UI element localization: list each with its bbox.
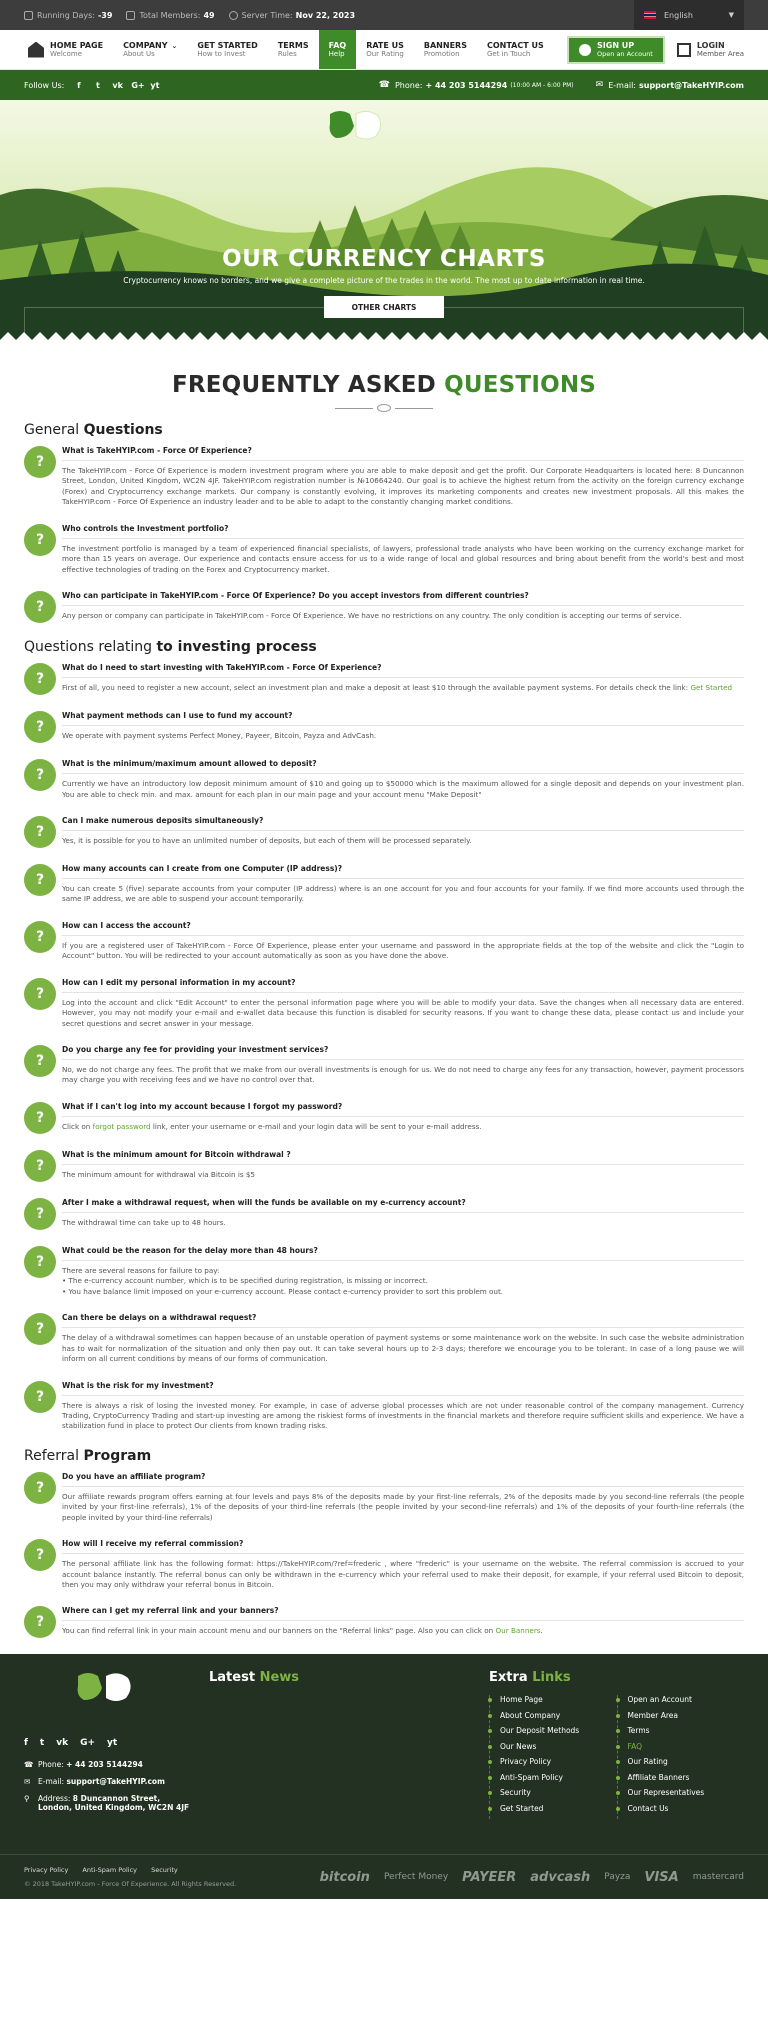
- faq-item: [24, 1102, 744, 1134]
- nav-faq[interactable]: [319, 30, 357, 69]
- nav-terms-sub: Rules: [277, 50, 297, 58]
- faq-question: What is the minimum amount for Bitcoin withdrawal ?: [62, 1150, 744, 1165]
- vk-icon[interactable]: vk: [112, 80, 123, 90]
- hero-subtitle: Cryptocurrency knows no borders, and we give a complete picture of the trades in the world. The most up to date information in real time.: [123, 276, 645, 285]
- question-icon: ?: [24, 591, 56, 623]
- nav-get-started[interactable]: [187, 30, 267, 69]
- perfect-money-logo-icon: Perfect Money: [383, 1872, 449, 1883]
- section-title: General Questions: [24, 422, 163, 438]
- footer-link[interactable]: Our Representatives: [628, 1788, 745, 1797]
- footer-link[interactable]: Affiliate Banners: [628, 1773, 745, 1782]
- nav-rate-us[interactable]: [356, 30, 414, 69]
- social-links: [74, 81, 169, 90]
- faq-question: How can I edit my personal information in my account?: [62, 978, 744, 993]
- faq-question: What is the minimum/maximum amount allowed to deposit?: [62, 759, 744, 774]
- footer-bottom-links: [24, 1866, 236, 1874]
- faq-title: FREQUENTLY ASKED QUESTIONS: [171, 372, 597, 398]
- google-plus-icon[interactable]: G+: [131, 80, 145, 90]
- clock-icon: [229, 11, 238, 20]
- nav-faq-sub: Help: [328, 50, 345, 58]
- faq-question: Where can I get my referral link and your banners?: [62, 1606, 744, 1621]
- nav-terms[interactable]: [268, 30, 319, 69]
- nav-home-title: HOME PAGE: [50, 41, 104, 50]
- faq-question: What could be the reason for the delay more than 48 hours?: [62, 1246, 744, 1261]
- faq-item: [24, 591, 744, 623]
- follow-bar: [0, 70, 768, 100]
- vk-icon[interactable]: vk: [56, 1738, 69, 1749]
- faq-answer: If you are a registered user of TakeHYIP.com - Force Of Experience, please enter your username and password in the appropriate fields at the top of the website and click the "Login to Account" button. You will be redirected to your account automatically as soon as you have done the above.: [62, 940, 744, 961]
- email-label: E-mail:: [608, 80, 636, 90]
- faq-answer: Our affiliate rewards program offers earning at four levels and pays 8% of the deposits made by your first-line referrals, 2% of the deposits made by you second-line referrals (the people invited by your first-line referrals), 1% of the deposits of your third-line referrals (the people invited by your second-line referrals) and 1% of the deposits of your fourth-line referrals (the people invited by your third-line referrals): [62, 1491, 744, 1522]
- privacy-policy-link[interactable]: Privacy Policy: [24, 1866, 69, 1875]
- faq-answer: Click on forgot password link, enter your username or e-mail and your login data will be sent to your e-mail address.: [62, 1121, 482, 1131]
- faq-item: [24, 1472, 744, 1523]
- faq-answer: There is always a risk of losing the invested money. For example, in case of adverse global processes which are not under reasonable control of the company management. Currency Trading, CryptoCurrency Trading and start-up investing are among the riskiest forms of investments in the financial markets and therefore require sufficient skills and experience. We have a stabilization fund in place to protect Our clients from known trading risks.: [62, 1400, 744, 1431]
- question-icon: ?: [24, 978, 56, 1010]
- footer-contact: ☎ Phone: + 44 203 5144294 ✉ E-mail: support@TakeHYIP.com ⚲ Address: 8 Duncannon Street, London, United Kingdom, WC2N 4JF: [24, 1760, 190, 1813]
- footer-link[interactable]: Get Started: [500, 1804, 617, 1813]
- faq-answer: The minimum amount for withdrawal via Bitcoin is $5: [62, 1169, 256, 1179]
- question-icon: ?: [24, 921, 56, 953]
- faq-answer: No, we do not charge any fees. The profit that we make from our overall investments is enough for us. We do not need to charge any fees for any transaction, however, payment processors may charge you with receiving fees and we have no control over that.: [62, 1065, 744, 1085]
- question-icon: ?: [24, 1313, 56, 1345]
- faq-item: [24, 1198, 744, 1230]
- section-title: Questions relating to investing process: [24, 639, 317, 656]
- question-icon: ?: [24, 663, 56, 695]
- faq-question: What if I can't log into my account because I forgot my password?: [62, 1102, 744, 1117]
- faq-item: [24, 978, 744, 1029]
- footer-link[interactable]: Member Area: [628, 1711, 745, 1720]
- users-icon: [126, 11, 135, 20]
- faq-question: Can I make numerous deposits simultaneously?: [62, 816, 744, 831]
- faq-answer: You can create 5 (five) separate accounts from your computer (IP address) where is an one account for you and four accounts for your family. If we find more accounts used through the same IP address, we are able to suspend your account temporarily.: [62, 883, 744, 904]
- login-icon: [677, 43, 691, 57]
- nav-get-started-title: GET STARTED: [197, 41, 258, 50]
- answer-link[interactable]: Get Started: [690, 683, 733, 693]
- faq-answer: Log into the account and click "Edit Account" to enter the personal information page where you will be able to modify your data. Save the changes when all necessary data are entered. However, you may not modify your e-mail and e-wallet data because this function is disabled for security reasons. If you want to change these data, please contact us and include your secret questions and secret answer in your message.: [62, 997, 744, 1028]
- language-label: English: [664, 10, 693, 20]
- faq-question: How many accounts can I create from one Computer (IP address)?: [62, 864, 744, 879]
- faq-item: [24, 1539, 744, 1590]
- faq-question: How can I access the account?: [62, 921, 744, 936]
- faq-item: [24, 663, 744, 695]
- faq-answer: You can find referral link in your main account menu and our banners on the "Referral links" page. Also you can click on Our Banners.: [62, 1626, 543, 1636]
- nav-home[interactable]: [24, 30, 113, 69]
- question-icon: ?: [24, 1246, 56, 1278]
- faq-answer: There are several reasons for failure to pay: • The e-currency account number, which is to be specified during registration, is missing or incorrect. • You have balance limit imposed on your e-currency account. Please contact e-currency provider to sort this problem out.: [62, 1265, 504, 1296]
- faq-question: What payment methods can I use to fund my account?: [62, 711, 744, 726]
- faq-item: [24, 524, 744, 575]
- hero-title: OUR CURRENCY CHARTS: [222, 246, 546, 272]
- running-days-label: Running Days:: [37, 10, 95, 20]
- nav-company-title: COMPANY ⌄: [123, 41, 178, 50]
- footer-link[interactable]: Anti-Spam Policy: [500, 1773, 617, 1782]
- faq-answer: Currently we have an introductory low deposit minimum amount of $10 and going up to $50000 which is the maximum allowed for a single deposit and depends on your investment plan. You are able to check min. and max. amount for each plan in our main page and your account menu "Make Deposit": [62, 779, 744, 799]
- signup-title: SIGN UP: [597, 41, 635, 50]
- faq-sections: [24, 422, 744, 1638]
- faq-question: Do you have an affiliate program?: [62, 1472, 744, 1487]
- extra-links: [489, 1695, 744, 1819]
- footer-link[interactable]: Contact Us: [628, 1804, 745, 1813]
- faq-item: [24, 1150, 744, 1182]
- chevron-down-icon: ⌄: [171, 42, 178, 50]
- faq-item: [24, 1381, 744, 1432]
- latest-news-heading: Latest News: [209, 1670, 300, 1686]
- title-divider: [24, 404, 744, 412]
- footer-link[interactable]: Our Rating: [628, 1757, 745, 1766]
- faq-question: Do you charge any fee for providing your investment services?: [62, 1045, 744, 1060]
- uk-flag-icon: [644, 11, 656, 19]
- mail-icon: ✉: [24, 1777, 31, 1787]
- faq-item: [24, 1045, 744, 1086]
- chart-icon: [24, 11, 33, 20]
- payeer-logo-icon: PAYEER: [462, 1869, 517, 1885]
- footer-link[interactable]: Our Deposit Methods: [500, 1726, 617, 1735]
- nav-company-sub: About Us: [123, 50, 155, 58]
- phone-info: [379, 80, 574, 90]
- faq-question: Can there be delays on a withdrawal request?: [62, 1313, 744, 1328]
- nav-company[interactable]: [113, 30, 187, 69]
- nav-banners-sub: Promotion: [423, 50, 460, 58]
- question-icon: ?: [24, 1381, 56, 1413]
- faq-answer: First of all, you need to register a new account, select an investment plan and make a deposit at least $10 through the available payment systems. For details check the link: Get Started: [62, 683, 733, 693]
- user-plus-icon: [579, 44, 591, 56]
- faq-section: [0, 372, 768, 1638]
- faq-answer: The TakeHYIP.com - Force Of Experience is modern investment program where you are able to make deposit and get the profit. Our Corporate Headquarters is located here: 8 Duncannon Street, London, United Kingdom, WC2N 4JF. TakeHYIP.com registration number is №10664240. Our goal is to achieve the highest return from the activity on the foreign currency exchange (Forex) and Cryptocurrency exchange markets. Our company is constantly evolving, it improves its marketing components and creates new investment proposals. All this makes the TakeHYIP.com - Force Of Experience an industry leader and to be able to adapt to the constantly changing market conditions.: [62, 466, 744, 507]
- question-icon: ?: [24, 446, 56, 478]
- footer-social-links: [24, 1738, 209, 1748]
- home-icon: [28, 42, 44, 58]
- server-time-label: Server Time:: [241, 10, 293, 20]
- login-title: LOGIN: [696, 41, 725, 50]
- faq-answer: We operate with payment systems Perfect Money, Payeer, Bitcoin, Payza and AdvCash.: [62, 731, 377, 741]
- question-icon: ?: [24, 1539, 56, 1571]
- faq-answer: The personal affiliate link has the following format: https://TakeHYIP.com/?ref=frederic , where "frederic" is your username on the website. The referral commission is accrued to your account balance instantly. The referral bonus can only be withdrawn in the e-currency which your referral used to make their deposit, for example, if your referral used Bitcoin to deposit, then you may only withdraw your referral bonus in Bitcoin.: [62, 1559, 744, 1589]
- anti-spam-link[interactable]: Anti-Spam Policy: [82, 1866, 137, 1875]
- faq-answer: Yes, it is possible for you to have an unlimited number of deposits, but each of them will be processed separately.: [62, 835, 472, 845]
- faq-item: [24, 864, 744, 905]
- total-members-value: 49: [203, 10, 215, 20]
- nav-terms-title: TERMS: [277, 41, 309, 50]
- faq-item: [24, 921, 744, 962]
- brain-logo-icon: [326, 108, 384, 144]
- faq-question: What is TakeHYIP.com - Force Of Experience?: [62, 446, 744, 461]
- mastercard-logo-icon: mastercard: [692, 1872, 744, 1883]
- payment-logos: [306, 1870, 744, 1885]
- question-icon: ?: [24, 1045, 56, 1077]
- faq-question: Who controls the Investment portfolio?: [62, 524, 744, 539]
- nav-banners[interactable]: [414, 30, 477, 69]
- question-icon: ?: [24, 1102, 56, 1134]
- youtube-icon[interactable]: yt: [150, 80, 160, 90]
- payza-logo-icon: Payza: [604, 1872, 631, 1883]
- question-icon: ?: [24, 524, 56, 556]
- server-time: [229, 11, 355, 20]
- phone-icon: ☎: [378, 80, 390, 90]
- question-icon: ?: [24, 1472, 56, 1504]
- language-select[interactable]: [634, 0, 744, 30]
- faq-item: [24, 711, 744, 743]
- login-sub: Member Area: [696, 50, 744, 58]
- footer-link[interactable]: Privacy Policy: [500, 1757, 617, 1766]
- phone-icon: ☎: [24, 1760, 34, 1770]
- nav-banners-title: BANNERS: [423, 41, 467, 50]
- twitter-icon[interactable]: t: [95, 80, 100, 90]
- footer: [0, 1654, 768, 1899]
- email-value[interactable]: support@TakeHYIP.com: [638, 80, 744, 90]
- faq-question: What do I need to start investing with TakeHYIP.com - Force Of Experience?: [62, 663, 744, 678]
- nav-faq-title: FAQ: [328, 41, 347, 50]
- faq-question: How will I receive my referral commission?: [62, 1539, 744, 1554]
- total-members-label: Total Members:: [139, 10, 201, 20]
- footer-link[interactable]: Open an Account: [628, 1695, 745, 1704]
- question-icon: ?: [24, 711, 56, 743]
- running-days-value: -39: [97, 10, 113, 20]
- login-button[interactable]: [677, 41, 744, 58]
- signup-sub: Open an Account: [597, 50, 653, 58]
- facebook-icon[interactable]: f: [24, 1738, 28, 1749]
- server-time-value: Nov 22, 2023: [295, 10, 356, 20]
- total-members: [126, 11, 214, 20]
- answer-link[interactable]: Our Banners: [495, 1626, 541, 1636]
- faq-item: [24, 1606, 744, 1638]
- main-nav: [0, 30, 768, 70]
- other-charts-button[interactable]: OTHER CHARTS: [324, 296, 444, 318]
- chevron-down-icon: ▼: [728, 11, 734, 19]
- footer-link[interactable]: FAQ: [628, 1742, 745, 1751]
- faq-answer: Any person or company can participate in TakeHYIP.com - Force Of Experience. We have no restrictions on any country. The only condition is accepting our terms of service.: [62, 611, 682, 621]
- footer-link[interactable]: Security: [500, 1788, 617, 1797]
- nav-rate-us-sub: Our Rating: [366, 50, 404, 58]
- copyright: © 2018 TakeHYIP.com - Force Of Experience. All Rights Reserved.: [24, 1880, 237, 1889]
- extra-links-heading: Extra Links: [489, 1670, 571, 1686]
- advcash-logo-icon: advcash: [530, 1869, 591, 1885]
- faq-item: [24, 816, 744, 848]
- facebook-icon[interactable]: f: [77, 80, 81, 90]
- email-info: [596, 80, 744, 90]
- footer-logo-icon: [74, 1670, 134, 1706]
- faq-answer: The investment portfolio is managed by a team of experienced financial specialists, of lawyers, professional trade analysts who have been working on the currency exchange market for more than 15 years on average. Our experience and contacts ensure access for us to a wide range of local and global resources and bring about benefit from the world's best and most effective technologies of trading on the Forex and Cryptocurrency market.: [62, 543, 744, 574]
- phone-label: Phone:: [394, 80, 423, 90]
- faq-item: [24, 1313, 744, 1364]
- twitter-icon[interactable]: t: [39, 1738, 45, 1749]
- question-icon: ?: [24, 759, 56, 791]
- security-link[interactable]: Security: [151, 1866, 178, 1875]
- faq-item: [24, 1246, 744, 1297]
- question-icon: ?: [24, 1198, 56, 1230]
- question-icon: ?: [24, 864, 56, 896]
- youtube-icon[interactable]: yt: [107, 1738, 118, 1749]
- mail-icon: ✉: [595, 80, 604, 90]
- nav-home-sub: Welcome: [50, 50, 83, 58]
- question-icon: ?: [24, 816, 56, 848]
- google-plus-icon[interactable]: G+: [80, 1738, 96, 1749]
- faq-question: What is the risk for my investment?: [62, 1381, 744, 1396]
- nav-contact-us-sub: Get in Touch: [486, 50, 531, 58]
- visa-logo-icon: VISA: [644, 1869, 679, 1885]
- faq-answer: The delay of a withdrawal sometimes can happen because of an unstable operation of payment systems or some maintenance work on the website. In such case the website administration has to wait for normalization of the situation and only then pay out. It can take several hours up to 2-3 days; therefore we encourage you to be tolerant. In case of a long pause we will inform on all current conditions by means of our forms of communication.: [62, 1333, 744, 1364]
- follow-label: Follow Us:: [24, 80, 65, 90]
- footer-link[interactable]: Home Page: [500, 1695, 617, 1704]
- hero-banner: [0, 100, 768, 350]
- nav-contact-us-title: CONTACT US: [486, 41, 544, 50]
- faq-item: [24, 446, 744, 508]
- footer-link[interactable]: Our News: [500, 1742, 617, 1751]
- question-icon: ?: [24, 1150, 56, 1182]
- phone-hours: (10:00 AM - 6:00 PM): [510, 81, 574, 89]
- faq-question: After I make a withdrawal request, when will the funds be available on my e-currency account?: [62, 1198, 744, 1213]
- phone-value: + 44 203 5144294: [425, 80, 508, 90]
- top-bar: [0, 0, 768, 30]
- nav-rate-us-title: RATE US: [366, 41, 404, 50]
- answer-link[interactable]: forgot password: [92, 1121, 151, 1131]
- nav-get-started-sub: How to Invest: [197, 50, 246, 58]
- footer-link[interactable]: About Company: [500, 1711, 617, 1720]
- footer-link[interactable]: Terms: [628, 1726, 745, 1735]
- question-icon: ?: [24, 1606, 56, 1638]
- location-icon: ⚲: [24, 1794, 30, 1804]
- running-days: [24, 11, 112, 20]
- bitcoin-logo-icon: bitcoin: [319, 1869, 370, 1885]
- footer-email[interactable]: support@TakeHYIP.com: [66, 1777, 165, 1787]
- section-title: Referral Program: [24, 1447, 152, 1464]
- signup-button[interactable]: [567, 36, 665, 64]
- faq-question: Who can participate in TakeHYIP.com - Force Of Experience? Do you accept investors from different countries?: [62, 591, 744, 606]
- faq-answer: The withdrawal time can take up to 48 hours.: [62, 1217, 226, 1227]
- faq-item: [24, 759, 744, 800]
- nav-contact-us[interactable]: [477, 30, 554, 69]
